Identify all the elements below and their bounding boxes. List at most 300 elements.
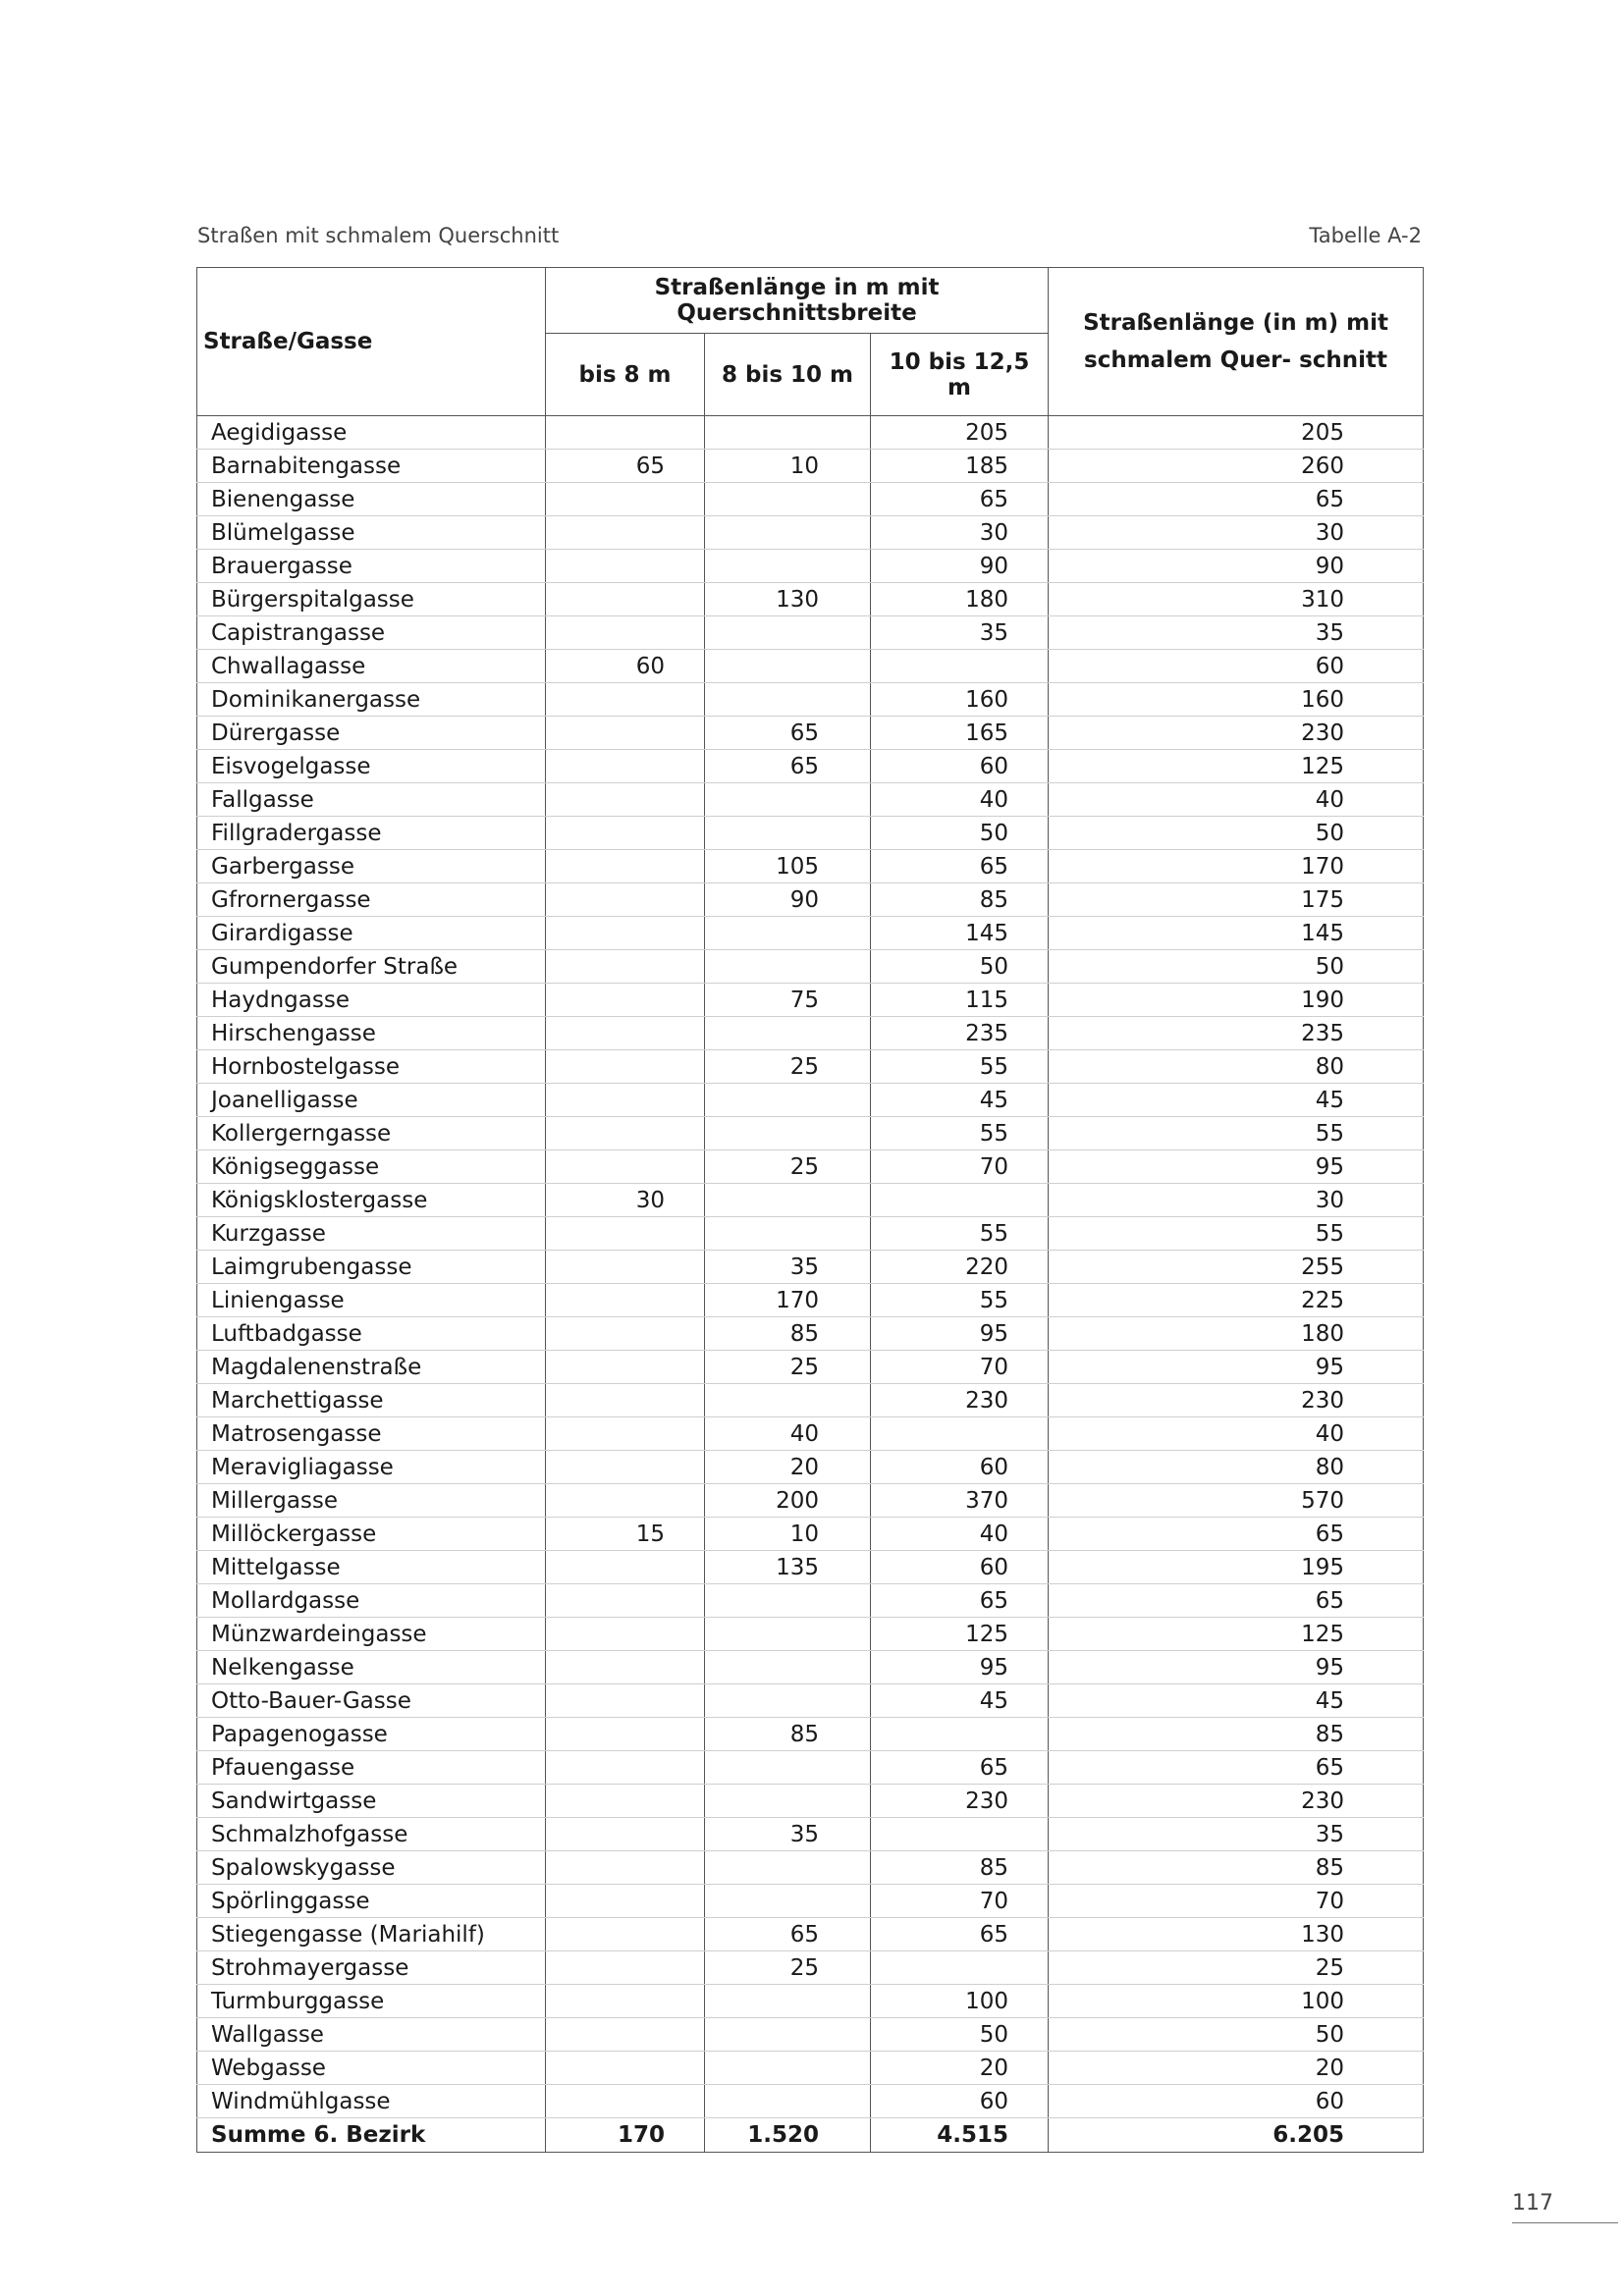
length-10-12-5m: 35 [871, 616, 1049, 650]
length-bis-8m [546, 717, 705, 750]
length-10-12-5m: 95 [871, 1651, 1049, 1684]
length-10-12-5m: 70 [871, 1885, 1049, 1918]
length-10-12-5m [871, 1718, 1049, 1751]
table-row [197, 650, 1424, 683]
street-name: Königseggasse [197, 1150, 546, 1184]
length-bis-8m [546, 550, 705, 583]
length-bis-8m [546, 1284, 705, 1317]
street-name: Aegidigasse [197, 416, 546, 450]
length-total: 35 [1049, 1818, 1424, 1851]
length-total: 85 [1049, 1851, 1424, 1885]
length-bis-8m [546, 1551, 705, 1584]
length-total: 230 [1049, 1785, 1424, 1818]
length-8-10m [705, 950, 871, 984]
length-8-10m [705, 2018, 871, 2052]
length-10-12-5m: 185 [871, 450, 1049, 483]
length-bis-8m [546, 783, 705, 817]
length-8-10m [705, 650, 871, 683]
length-bis-8m [546, 750, 705, 783]
header-street: Straße/Gasse [197, 268, 546, 416]
length-bis-8m [546, 1751, 705, 1785]
length-8-10m [705, 1584, 871, 1618]
length-total: 45 [1049, 1084, 1424, 1117]
table-row [197, 1651, 1424, 1684]
table-row [197, 1584, 1424, 1618]
length-10-12-5m: 60 [871, 1551, 1049, 1584]
length-total: 55 [1049, 1117, 1424, 1150]
length-8-10m: 170 [705, 1284, 871, 1317]
length-8-10m [705, 2052, 871, 2085]
length-10-12-5m: 85 [871, 1851, 1049, 1885]
length-8-10m [705, 2085, 871, 2118]
table-row [197, 416, 1424, 450]
table-row [197, 1718, 1424, 1751]
length-10-12-5m: 45 [871, 1684, 1049, 1718]
length-total: 170 [1049, 850, 1424, 883]
length-total: 130 [1049, 1918, 1424, 1951]
length-total: 80 [1049, 1050, 1424, 1084]
length-total: 40 [1049, 1417, 1424, 1451]
length-8-10m: 200 [705, 1484, 871, 1518]
length-10-12-5m [871, 1184, 1049, 1217]
sum-row [197, 2118, 1424, 2153]
table-row [197, 883, 1424, 917]
table-row [197, 1017, 1424, 1050]
length-10-12-5m: 50 [871, 2018, 1049, 2052]
street-name: Haydngasse [197, 984, 546, 1017]
length-10-12-5m: 235 [871, 1017, 1049, 1050]
length-10-12-5m: 65 [871, 1751, 1049, 1785]
street-name: Barnabitengasse [197, 450, 546, 483]
table-row [197, 2052, 1424, 2085]
length-10-12-5m: 145 [871, 917, 1049, 950]
length-10-12-5m: 65 [871, 1918, 1049, 1951]
table-row [197, 2085, 1424, 2118]
street-name: Blümelgasse [197, 516, 546, 550]
street-name: Matrosengasse [197, 1417, 546, 1451]
length-bis-8m [546, 416, 705, 450]
street-name: Spalowskygasse [197, 1851, 546, 1885]
length-bis-8m [546, 984, 705, 1017]
table-row [197, 1851, 1424, 1885]
table-row [197, 1351, 1424, 1384]
street-name: Mittelgasse [197, 1551, 546, 1584]
length-8-10m [705, 1184, 871, 1217]
street-name: Papagenogasse [197, 1718, 546, 1751]
length-bis-8m [546, 1985, 705, 2018]
street-name: Königsklostergasse [197, 1184, 546, 1217]
length-8-10m [705, 1985, 871, 2018]
length-total: 45 [1049, 1684, 1424, 1718]
length-8-10m [705, 783, 871, 817]
length-bis-8m [546, 883, 705, 917]
table-row [197, 1150, 1424, 1184]
length-8-10m [705, 1651, 871, 1684]
table-row [197, 516, 1424, 550]
street-name: Chwallagasse [197, 650, 546, 683]
length-bis-8m [546, 1451, 705, 1484]
street-name: Hornbostelgasse [197, 1050, 546, 1084]
header-8-10m: 8 bis 10 m [705, 334, 871, 416]
length-10-12-5m: 55 [871, 1284, 1049, 1317]
length-total: 225 [1049, 1284, 1424, 1317]
length-total: 20 [1049, 2052, 1424, 2085]
length-8-10m: 35 [705, 1251, 871, 1284]
length-total: 160 [1049, 683, 1424, 717]
length-total: 60 [1049, 2085, 1424, 2118]
street-name: Kollergerngasse [197, 1117, 546, 1150]
street-name: Laimgrubengasse [197, 1251, 546, 1284]
sum-label: Summe 6. Bezirk [197, 2118, 546, 2153]
street-name: Wallgasse [197, 2018, 546, 2052]
length-total: 230 [1049, 1384, 1424, 1417]
length-bis-8m [546, 1818, 705, 1851]
table-row [197, 1184, 1424, 1217]
length-total: 190 [1049, 984, 1424, 1017]
table-row [197, 783, 1424, 817]
table-row [197, 616, 1424, 650]
length-10-12-5m: 115 [871, 984, 1049, 1017]
length-total: 80 [1049, 1451, 1424, 1484]
street-name: Capistrangasse [197, 616, 546, 650]
length-bis-8m [546, 1017, 705, 1050]
street-name: Girardigasse [197, 917, 546, 950]
street-name: Fillgradergasse [197, 817, 546, 850]
length-bis-8m [546, 1117, 705, 1150]
table-row [197, 1551, 1424, 1584]
length-bis-8m [546, 1651, 705, 1684]
length-8-10m [705, 483, 871, 516]
street-name: Sandwirtgasse [197, 1785, 546, 1818]
length-bis-8m [546, 1150, 705, 1184]
length-8-10m [705, 516, 871, 550]
street-name: Liniengasse [197, 1284, 546, 1317]
length-total: 90 [1049, 550, 1424, 583]
table-body [197, 416, 1424, 2118]
length-10-12-5m: 60 [871, 750, 1049, 783]
length-8-10m: 75 [705, 984, 871, 1017]
length-8-10m [705, 1885, 871, 1918]
length-10-12-5m: 100 [871, 1985, 1049, 2018]
table-row [197, 1951, 1424, 1985]
street-name: Turmburggasse [197, 1985, 546, 2018]
length-8-10m [705, 1618, 871, 1651]
length-bis-8m [546, 1951, 705, 1985]
table-row [197, 1251, 1424, 1284]
length-8-10m [705, 817, 871, 850]
table-row [197, 683, 1424, 717]
street-name: Schmalzhofgasse [197, 1818, 546, 1851]
length-10-12-5m: 65 [871, 1584, 1049, 1618]
length-8-10m [705, 1117, 871, 1150]
length-bis-8m [546, 1384, 705, 1417]
length-8-10m [705, 550, 871, 583]
length-8-10m [705, 1384, 871, 1417]
length-bis-8m: 30 [546, 1184, 705, 1217]
length-8-10m: 10 [705, 1518, 871, 1551]
length-10-12-5m: 40 [871, 1518, 1049, 1551]
table-row [197, 1985, 1424, 2018]
table-row [197, 1785, 1424, 1818]
length-10-12-5m: 370 [871, 1484, 1049, 1518]
length-10-12-5m [871, 1951, 1049, 1985]
length-8-10m: 25 [705, 1150, 871, 1184]
length-10-12-5m: 125 [871, 1618, 1049, 1651]
street-name: Gfrornergasse [197, 883, 546, 917]
street-name: Fallgasse [197, 783, 546, 817]
table-row [197, 1484, 1424, 1518]
table-row [197, 817, 1424, 850]
length-bis-8m [546, 950, 705, 984]
length-10-12-5m: 55 [871, 1050, 1049, 1084]
table-row [197, 1384, 1424, 1417]
length-total: 85 [1049, 1718, 1424, 1751]
length-bis-8m [546, 1918, 705, 1951]
length-bis-8m [546, 1618, 705, 1651]
table-row [197, 1818, 1424, 1851]
table-row [197, 1684, 1424, 1718]
length-10-12-5m: 50 [871, 817, 1049, 850]
table-row [197, 1751, 1424, 1785]
table-row [197, 984, 1424, 1017]
length-total: 35 [1049, 616, 1424, 650]
street-name: Kurzgasse [197, 1217, 546, 1251]
length-8-10m [705, 616, 871, 650]
street-name: Millöckergasse [197, 1518, 546, 1551]
length-8-10m [705, 917, 871, 950]
length-bis-8m: 15 [546, 1518, 705, 1551]
length-bis-8m [546, 1885, 705, 1918]
length-8-10m: 105 [705, 850, 871, 883]
street-name: Windmühlgasse [197, 2085, 546, 2118]
length-10-12-5m [871, 1818, 1049, 1851]
length-total: 70 [1049, 1885, 1424, 1918]
length-8-10m: 135 [705, 1551, 871, 1584]
table-row [197, 1885, 1424, 1918]
length-8-10m [705, 683, 871, 717]
length-bis-8m [546, 683, 705, 717]
header-10-12-5m: 10 bis 12,5 m [871, 334, 1049, 416]
page-number: 117 [1512, 2191, 1553, 2216]
length-bis-8m [546, 817, 705, 850]
length-10-12-5m: 60 [871, 2085, 1049, 2118]
length-10-12-5m: 205 [871, 416, 1049, 450]
length-total: 235 [1049, 1017, 1424, 1050]
street-name: Bienengasse [197, 483, 546, 516]
street-name: Pfauengasse [197, 1751, 546, 1785]
length-bis-8m [546, 1351, 705, 1384]
length-8-10m: 130 [705, 583, 871, 616]
length-total: 65 [1049, 1751, 1424, 1785]
length-bis-8m [546, 2085, 705, 2118]
length-total: 570 [1049, 1484, 1424, 1518]
length-8-10m: 85 [705, 1317, 871, 1351]
length-8-10m: 40 [705, 1417, 871, 1451]
length-10-12-5m [871, 650, 1049, 683]
length-10-12-5m: 90 [871, 550, 1049, 583]
length-bis-8m [546, 2052, 705, 2085]
table-row [197, 1918, 1424, 1951]
length-10-12-5m: 30 [871, 516, 1049, 550]
length-8-10m: 25 [705, 1050, 871, 1084]
street-name: Joanelligasse [197, 1084, 546, 1117]
length-10-12-5m: 95 [871, 1317, 1049, 1351]
street-name: Dominikanergasse [197, 683, 546, 717]
length-total: 95 [1049, 1150, 1424, 1184]
table-row [197, 1117, 1424, 1150]
length-total: 40 [1049, 783, 1424, 817]
street-name: Spörlinggasse [197, 1885, 546, 1918]
length-bis-8m [546, 1217, 705, 1251]
length-bis-8m [546, 2018, 705, 2052]
table-row [197, 1284, 1424, 1317]
length-bis-8m [546, 616, 705, 650]
length-10-12-5m: 85 [871, 883, 1049, 917]
length-10-12-5m: 160 [871, 683, 1049, 717]
table-row [197, 1451, 1424, 1484]
street-name: Marchettigasse [197, 1384, 546, 1417]
length-bis-8m [546, 483, 705, 516]
street-name: Luftbadgasse [197, 1317, 546, 1351]
length-bis-8m [546, 1084, 705, 1117]
table-row [197, 950, 1424, 984]
street-name: Strohmayergasse [197, 1951, 546, 1985]
table-row [197, 1317, 1424, 1351]
length-10-12-5m: 165 [871, 717, 1049, 750]
length-bis-8m [546, 1251, 705, 1284]
length-10-12-5m: 220 [871, 1251, 1049, 1284]
table-row [197, 1518, 1424, 1551]
length-bis-8m [546, 1417, 705, 1451]
sum-bis-8m: 170 [546, 2118, 705, 2153]
length-bis-8m [546, 917, 705, 950]
length-10-12-5m: 230 [871, 1785, 1049, 1818]
length-total: 145 [1049, 917, 1424, 950]
length-8-10m [705, 1684, 871, 1718]
length-total: 195 [1049, 1551, 1424, 1584]
length-total: 60 [1049, 650, 1424, 683]
length-total: 65 [1049, 483, 1424, 516]
length-8-10m [705, 1017, 871, 1050]
length-10-12-5m: 180 [871, 583, 1049, 616]
length-total: 30 [1049, 516, 1424, 550]
table-row [197, 1084, 1424, 1117]
length-total: 65 [1049, 1584, 1424, 1618]
street-name: Brauergasse [197, 550, 546, 583]
length-10-12-5m: 40 [871, 783, 1049, 817]
length-8-10m [705, 1217, 871, 1251]
table-row [197, 583, 1424, 616]
length-8-10m [705, 1084, 871, 1117]
street-name: Millergasse [197, 1484, 546, 1518]
table-row [197, 1417, 1424, 1451]
length-total: 50 [1049, 2018, 1424, 2052]
length-10-12-5m: 70 [871, 1150, 1049, 1184]
table-row [197, 1050, 1424, 1084]
header-width-group: Straßenlänge in m mit Querschnittsbreite [546, 268, 1049, 334]
table-row [197, 917, 1424, 950]
header-total: Straßenlänge (in m) mit schmalem Quer- schnitt [1049, 268, 1424, 416]
length-total: 230 [1049, 717, 1424, 750]
length-8-10m: 90 [705, 883, 871, 917]
street-name: Otto-Bauer-Gasse [197, 1684, 546, 1718]
length-bis-8m [546, 1851, 705, 1885]
length-total: 205 [1049, 416, 1424, 450]
street-name: Hirschengasse [197, 1017, 546, 1050]
length-8-10m: 10 [705, 450, 871, 483]
table-row [197, 483, 1424, 516]
sum-10-12-5m: 4.515 [871, 2118, 1049, 2153]
length-total: 175 [1049, 883, 1424, 917]
length-bis-8m [546, 1785, 705, 1818]
length-total: 95 [1049, 1351, 1424, 1384]
length-10-12-5m: 20 [871, 2052, 1049, 2085]
street-name: Garbergasse [197, 850, 546, 883]
length-10-12-5m: 65 [871, 483, 1049, 516]
length-8-10m [705, 1751, 871, 1785]
length-bis-8m: 65 [546, 450, 705, 483]
length-bis-8m [546, 1684, 705, 1718]
street-name: Gumpendorfer Straße [197, 950, 546, 984]
length-total: 65 [1049, 1518, 1424, 1551]
street-name: Nelkengasse [197, 1651, 546, 1684]
table-caption: Straßen mit schmalem Querschnitt [197, 224, 560, 247]
page-number-rule [1512, 2222, 1618, 2223]
table-row [197, 1217, 1424, 1251]
length-10-12-5m: 70 [871, 1351, 1049, 1384]
length-total: 25 [1049, 1951, 1424, 1985]
street-name: Bürgerspitalgasse [197, 583, 546, 616]
sum-8-10m: 1.520 [705, 2118, 871, 2153]
length-bis-8m [546, 516, 705, 550]
street-name: Webgasse [197, 2052, 546, 2085]
length-8-10m: 85 [705, 1718, 871, 1751]
length-bis-8m [546, 1484, 705, 1518]
table-row [197, 717, 1424, 750]
street-name: Dürergasse [197, 717, 546, 750]
street-name: Münzwardeingasse [197, 1618, 546, 1651]
length-total: 50 [1049, 817, 1424, 850]
length-total: 310 [1049, 583, 1424, 616]
length-total: 125 [1049, 750, 1424, 783]
table-row [197, 450, 1424, 483]
length-bis-8m: 60 [546, 650, 705, 683]
table-row [197, 2018, 1424, 2052]
length-10-12-5m: 50 [871, 950, 1049, 984]
street-name: Mollardgasse [197, 1584, 546, 1618]
length-8-10m: 25 [705, 1351, 871, 1384]
street-name: Meravigliagasse [197, 1451, 546, 1484]
length-10-12-5m: 55 [871, 1217, 1049, 1251]
length-total: 50 [1049, 950, 1424, 984]
length-8-10m: 20 [705, 1451, 871, 1484]
length-8-10m [705, 416, 871, 450]
length-10-12-5m: 65 [871, 850, 1049, 883]
length-total: 55 [1049, 1217, 1424, 1251]
length-total: 95 [1049, 1651, 1424, 1684]
length-bis-8m [546, 1584, 705, 1618]
length-8-10m: 35 [705, 1818, 871, 1851]
length-8-10m [705, 1785, 871, 1818]
length-bis-8m [546, 1317, 705, 1351]
table-id: Tabelle A-2 [1309, 224, 1422, 247]
length-10-12-5m: 55 [871, 1117, 1049, 1150]
length-8-10m: 25 [705, 1951, 871, 1985]
street-name: Eisvogelgasse [197, 750, 546, 783]
length-total: 180 [1049, 1317, 1424, 1351]
length-10-12-5m: 45 [871, 1084, 1049, 1117]
length-bis-8m [546, 1050, 705, 1084]
